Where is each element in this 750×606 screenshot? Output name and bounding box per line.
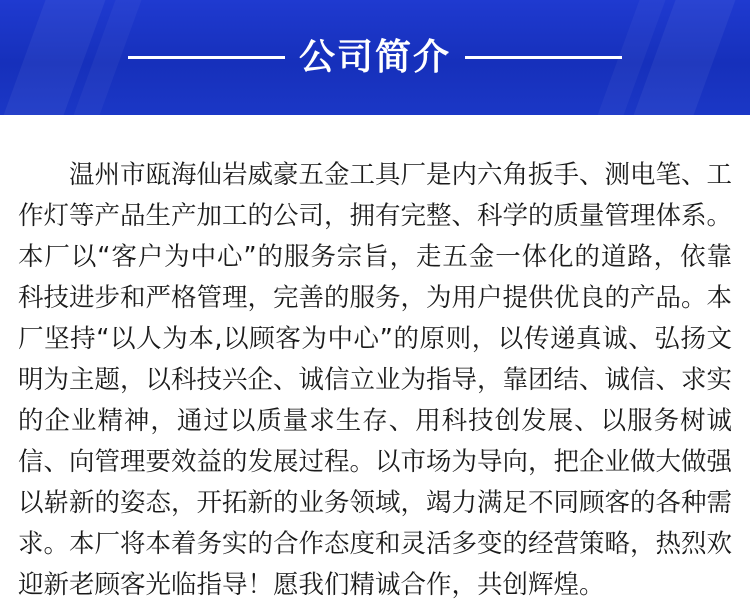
page-title: 公司简介 xyxy=(298,36,451,78)
section-header-banner xyxy=(0,0,750,115)
company-profile-paragraph: 温州市瓯海仙岩威豪五金工具厂是内六角扳手、测电笔、工作灯等产品生产加工的公司，拥有完整、科学的质量管理体系。本厂以“客户为中心”的服务宗旨，走五金一体化的道路，依靠科技进步和严格管理，完善的服务，为用户提供优良的产品。本厂坚持“以人为本,以顾客为中心”的原则，以传递真诚、弘扬文明为主题，以科技兴企、诚信立业为指导，靠团结、诚信、求实的企业精神，通过以质量求生存、用科技创发展、以服务树诚信、向管理要效益的发展过程。以市场为导向，把企业做大做强以崭新的姿态，开拓新的业务领域，竭力满足不同顾客的各种需求。本厂将本着务实的合作态度和灵活多变的经营策略，热烈欢迎新老顾客光临指导！愿我们精诚合作，共创辉煌。 xyxy=(18,159,733,600)
title-rule-right xyxy=(465,56,622,59)
banner-sheen-stripe xyxy=(0,0,120,115)
banner-title-group xyxy=(128,36,622,78)
title-rule-left xyxy=(128,56,285,59)
content-area xyxy=(0,115,750,606)
banner-sheen-stripe xyxy=(610,0,750,115)
